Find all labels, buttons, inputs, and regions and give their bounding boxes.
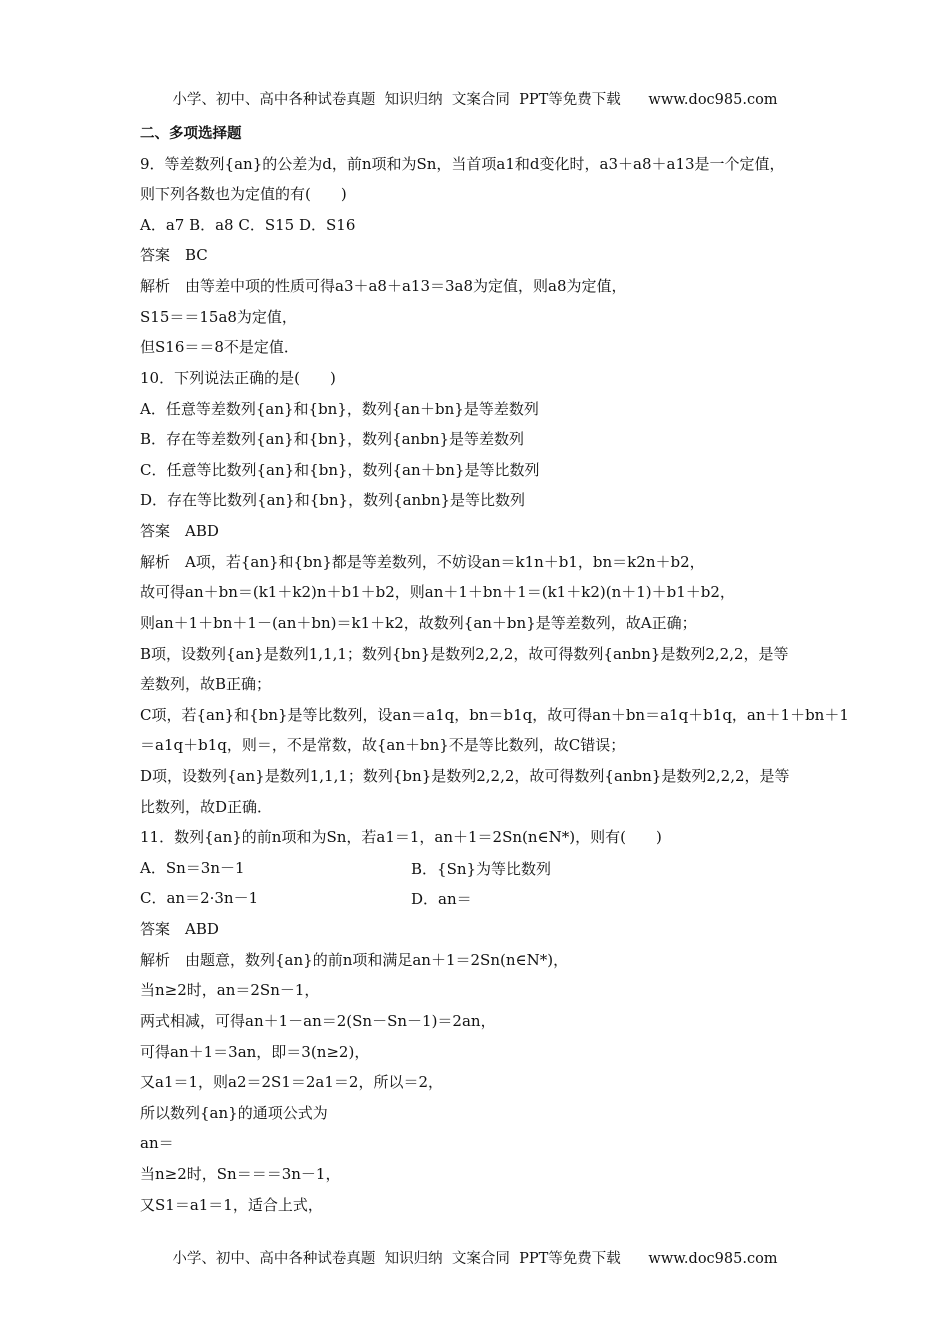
q11-option-b: B．{Sn}为等比数列 [411,860,552,878]
q11-option-a: A．Sn＝3n－1 [140,859,245,877]
q11-analysis-line7: an＝ [140,1134,174,1152]
q11-analysis-line2: 当n≥2时，an＝2Sn－1， [140,981,320,999]
q10-option-c: C．任意等比数列{an}和{bn}，数列{an＋bn}是等比数列 [140,461,540,479]
page-footer: 小学、初中、高中各种试卷真题 知识归纳 文案合同 PPT等免费下载 www.doc985.com [172,1251,778,1267]
q9-stem-line2: 则下列各数也为定值的有( ) [140,185,347,203]
q11-option-c: C．an＝2·3n－1 [140,889,259,907]
q9-analysis-line1: 解析 由等差中项的性质可得a3＋a8＋a13＝3a8为定值，则a8为定值， [140,277,627,295]
q10-analysis-line3: 则an＋1＋bn＋1－(an＋bn)＝k1＋k2，故数列{an＋bn}是等差数列，故A正确； [140,614,697,632]
q10-option-b: B．存在等差数列{an}和{bn}，数列{anbn}是等差数列 [140,430,525,448]
q11-analysis-line5: 又a1＝1，则a2＝2S1＝2a1＝2，所以＝2， [140,1073,443,1091]
q9-options: A．a7 B．a8 C．S15 D．S16 [140,216,356,234]
q9-answer: 答案 BC [140,246,208,264]
q10-analysis-line8: D项，设数列{an}是数列1,1,1；数列{bn}是数列2,2,2，故可得数列{anbn}是数列2,2,2，是等 [140,767,790,785]
q10-analysis-line4: B项，设数列{an}是数列1,1,1；数列{bn}是数列2,2,2，故可得数列{anbn}是数列2,2,2，是等 [140,645,789,663]
q11-option-d: D．an＝ [411,890,472,908]
q9-analysis-line2: S15＝＝15a8为定值， [140,308,297,326]
q10-analysis-line5: 差数列，故B正确； [140,675,272,693]
q11-analysis-line9: 又S1＝a1＝1，适合上式， [140,1196,323,1214]
q11-analysis-line1: 解析 由题意，数列{an}的前n项和满足an＋1＝2Sn(n∈N*)， [140,951,569,969]
q10-analysis-line1: 解析 A项，若{an}和{bn}都是等差数列，不妨设an＝k1n＋b1，bn＝k2n＋b2， [140,553,705,571]
q9-analysis-line3: 但S16＝＝8不是定值． [140,338,299,356]
q10-stem: 10．下列说法正确的是( ) [140,369,336,387]
q11-analysis-line6: 所以数列{an}的通项公式为 [140,1104,328,1122]
q10-analysis-line2: 故可得an＋bn＝(k1＋k2)n＋b1＋b2，则an＋1＋bn＋1＝(k1＋k2)(n＋1)＋b1＋b2， [140,583,735,601]
q11-analysis-line8: 当n≥2时，Sn＝＝＝3n－1， [140,1165,341,1183]
q10-option-d: D．存在等比数列{an}和{bn}，数列{anbn}是等比数列 [140,491,526,509]
section-title: 二、多项选择题 [140,126,242,142]
q11-analysis-line3: 两式相减，可得an＋1－an＝2(Sn－Sn－1)＝2an， [140,1012,496,1030]
page-header: 小学、初中、高中各种试卷真题 知识归纳 文案合同 PPT等免费下载 www.doc985.com [172,92,778,108]
q11-stem: 11．数列{an}的前n项和为Sn，若a1＝1，an＋1＝2Sn(n∈N*)，则有( ) [140,828,662,846]
q9-stem-line1: 9．等差数列{an}的公差为d，前n项和为Sn，当首项a1和d变化时，a3＋a8＋a13是一个定值， [140,155,785,173]
q10-answer: 答案 ABD [140,522,219,540]
q10-analysis-line9: 比数列，故D正确． [140,798,273,816]
q10-option-a: A．任意等差数列{an}和{bn}，数列{an＋bn}是等差数列 [140,400,539,418]
q10-analysis-line7: ＝a1q＋b1q，则＝，不是常数，故{an＋bn}不是等比数列，故C错误； [140,736,626,754]
q11-analysis-line4: 可得an＋1＝3an，即＝3(n≥2)， [140,1043,370,1061]
q10-analysis-line6: C项，若{an}和{bn}是等比数列，设an＝a1q，bn＝b1q，故可得an＋bn＝a1q＋b1q，an＋1＋bn＋1 [140,706,849,724]
q11-answer: 答案 ABD [140,920,219,938]
